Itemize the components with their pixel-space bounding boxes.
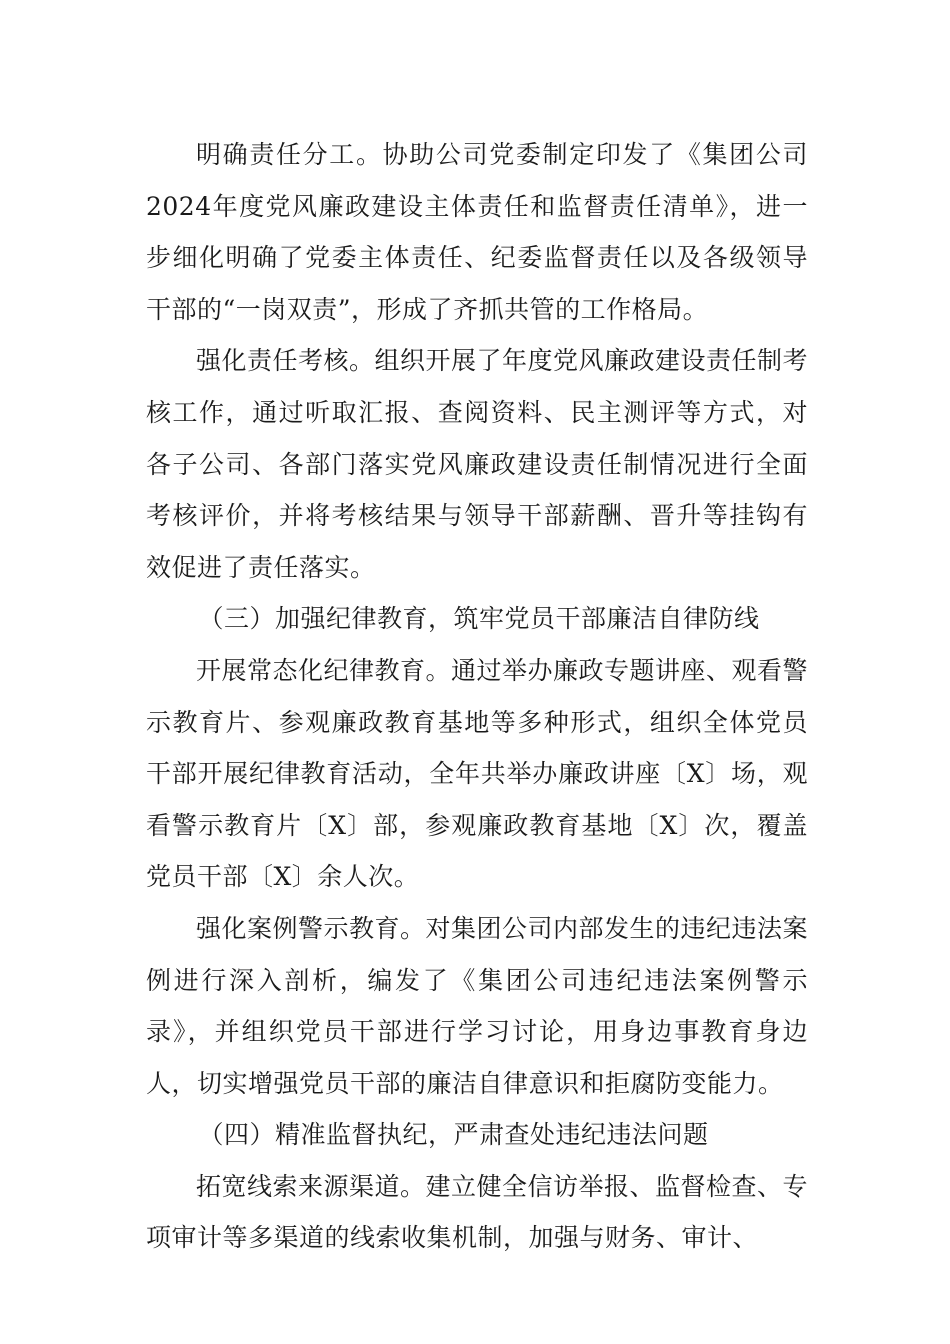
section-heading-4: （四）精准监督执纪，严肃查处违纪违法问题 [198,1120,709,1150]
paragraph-case-warning-education: 强化案例警示教育。对集团公司内部发生的违纪违法案例进行深入剖析，编发了《集团公司违纪违法案例警示录》，并组织党员干部进行学习讨论，用身边事教育身边人，切实增强党员干部的廉洁自律意识和拒腐防变能力。 [146,913,809,1098]
document-body [146,129,808,1264]
paragraph-responsibility-assessment: 强化责任考核。组织开展了年度党风廉政建设责任制考核工作，通过听取汇报、查阅资料、民主测评等方式，对各子公司、各部门落实党风廉政建设责任制情况进行全面考核评价，并将考核结果与领导干部薪酬、晋升等挂钩有效促进了责任落实。 [146,346,809,582]
paragraph-discipline-education: 开展常态化纪律教育。通过举办廉政专题讲座、观看警示教育片、参观廉政教育基地等多种形式，组织全体党员干部开展纪律教育活动，全年共举办廉政讲座〔X〕场，观看警示教育片〔X〕部，参观廉政教育基地〔X〕次，覆盖党员干部〔X〕余人次。 [146,655,809,892]
paragraph-clue-sources: 拓宽线索来源渠道。建立健全信访举报、监督检查、专项审计等多渠道的线索收集机制，加强与财务、审计、 [146,1171,809,1253]
paragraph-responsibility-division: 明确责任分工。协助公司党委制定印发了《集团公司2024年度党风廉政建设主体责任和监督责任清单》，进一步细化明确了党委主体责任、纪委监督责任以及各级领导干部的“一岗双责”，形成了齐抓共管的工作格局。 [146,140,808,324]
section-heading-3: （三）加强纪律教育，筑牢党员干部廉洁自律防线 [198,604,760,634]
